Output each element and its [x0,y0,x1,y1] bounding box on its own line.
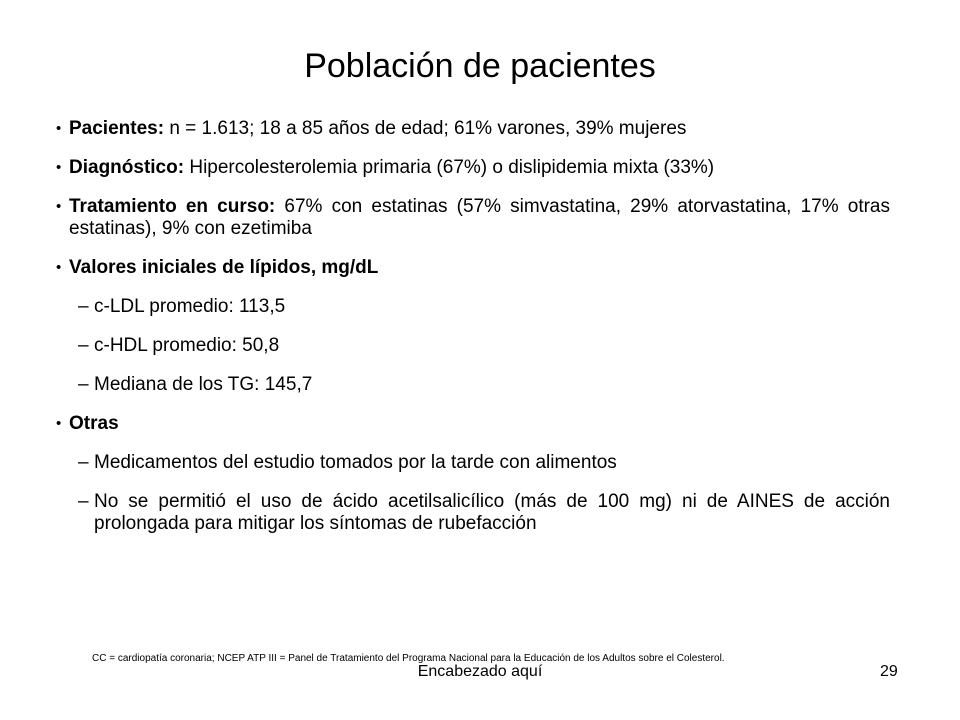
footer-header-placeholder: Encabezado aquí [417,663,543,680]
bullet-label: Pacientes: [69,118,165,139]
bullet-label: Otras [69,413,119,434]
bullet-dot: • [56,415,62,432]
sub-item-hdl [56,335,890,357]
sub-item-aines [56,491,890,535]
sub-dash: – [78,452,89,473]
sub-dash: – [78,335,89,356]
bullet-diagnostico [56,157,890,179]
sub-dash: – [78,491,89,512]
bullet-dot: • [56,198,62,215]
bullet-label: Diagnóstico: [69,157,185,178]
sub-item-text: Medicamentos del estudio tomados por la tarde con alimentos [94,452,617,473]
slide-title: Población de pacientes [304,47,656,85]
sub-item-ldl [56,296,890,318]
page-number: 29 [880,663,898,680]
bullet-text: Hipercolesterolemia primaria (67%) o dislipidemia mixta (33%) [184,157,715,178]
sub-dash: – [78,374,89,395]
bullet-dot: • [56,120,62,137]
bullet-pacientes [56,118,890,140]
sub-item-text: No se permitió el uso de ácido acetilsalicílico (más de 100 mg) ni de AINES de acción prolongada para mitigar los síntomas de rubefacción [94,491,890,534]
bullet-label: Tratamiento en curso: [69,196,276,217]
sub-item-tg [56,374,890,396]
bullet-valores-lipidos [56,257,890,279]
sub-item-text: c-LDL promedio: 113,5 [94,296,286,317]
bullet-text: 67% con estatinas (57% simvastatina, 29% atorvastatina, 17% otras estatinas), 9% con ezetimiba [69,196,890,239]
bullet-text: n = 1.613; 18 a 85 años de edad; 61% varones, 39% mujeres [164,118,687,139]
sub-item-medicamentos [56,452,890,474]
bullet-tratamiento [56,196,890,240]
slide-content [56,118,890,535]
bullet-label: Valores iniciales de lípidos, mg/dL [69,257,379,278]
sub-item-text: Mediana de los TG: 145,7 [94,374,313,395]
bullet-otras [56,413,890,435]
footnote: CC = cardiopatía coronaria; NCEP ATP III = Panel de Tratamiento del Programa Nacional para la Educación de los Adultos sobre el Colesterol. [92,653,725,664]
sub-dash: – [78,296,89,317]
sub-item-text: c-HDL promedio: 50,8 [94,335,280,356]
bullet-dot: • [56,259,62,276]
bullet-dot: • [56,159,62,176]
